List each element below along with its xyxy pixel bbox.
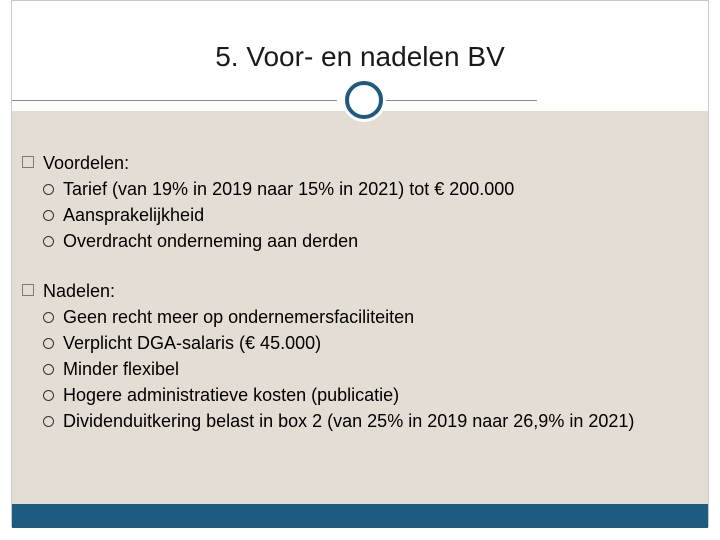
hollow-circle-icon <box>43 338 54 349</box>
list-item-text: Verplicht DGA-salaris (€ 45.000) <box>63 333 322 353</box>
list-item-text: Overdracht onderneming aan derden <box>63 231 359 251</box>
list-item-text: Minder flexibel <box>63 359 180 379</box>
square-checkbox-icon <box>22 156 34 168</box>
square-checkbox-icon <box>22 284 34 296</box>
hollow-circle-icon <box>43 184 54 195</box>
section-spacer <box>22 254 682 278</box>
list-item-text: Tarief (van 19% in 2019 naar 15% in 2021) tot € 200.000 <box>63 179 515 199</box>
list-item <box>22 330 682 356</box>
section-heading-label: Nadelen: <box>43 281 116 301</box>
section-heading-label: Voordelen: <box>43 153 130 173</box>
list-item-text: Dividenduitkering belast in box 2 (van 25% in 2019 naar 26,9% in 2021) <box>63 411 635 431</box>
hollow-circle-icon <box>43 416 54 427</box>
title-divider-right <box>384 100 537 101</box>
list-item-text: Hogere administratieve kosten (publicatie) <box>63 385 400 405</box>
footer-bar <box>12 504 708 528</box>
list-item <box>22 356 682 382</box>
list-item <box>22 202 682 228</box>
slide-title: 5. Voor- en nadelen BV <box>215 41 505 72</box>
title-divider-left <box>12 100 337 101</box>
list-item <box>22 176 682 202</box>
list-item <box>22 304 682 330</box>
hollow-circle-icon <box>43 312 54 323</box>
ring-icon <box>345 81 383 119</box>
list-item <box>22 408 682 434</box>
hollow-circle-icon <box>43 390 54 401</box>
hollow-circle-icon <box>43 210 54 221</box>
list-item <box>22 382 682 408</box>
section-heading-nadelen <box>22 278 682 304</box>
hollow-circle-icon <box>43 364 54 375</box>
bullet-list <box>22 150 682 434</box>
list-item-text: Geen recht meer op ondernemersfaciliteiten <box>63 307 415 327</box>
list-item-text: Aansprakelijkheid <box>63 205 205 225</box>
list-item <box>22 228 682 254</box>
hollow-circle-icon <box>43 236 54 247</box>
section-heading-voordelen <box>22 150 682 176</box>
